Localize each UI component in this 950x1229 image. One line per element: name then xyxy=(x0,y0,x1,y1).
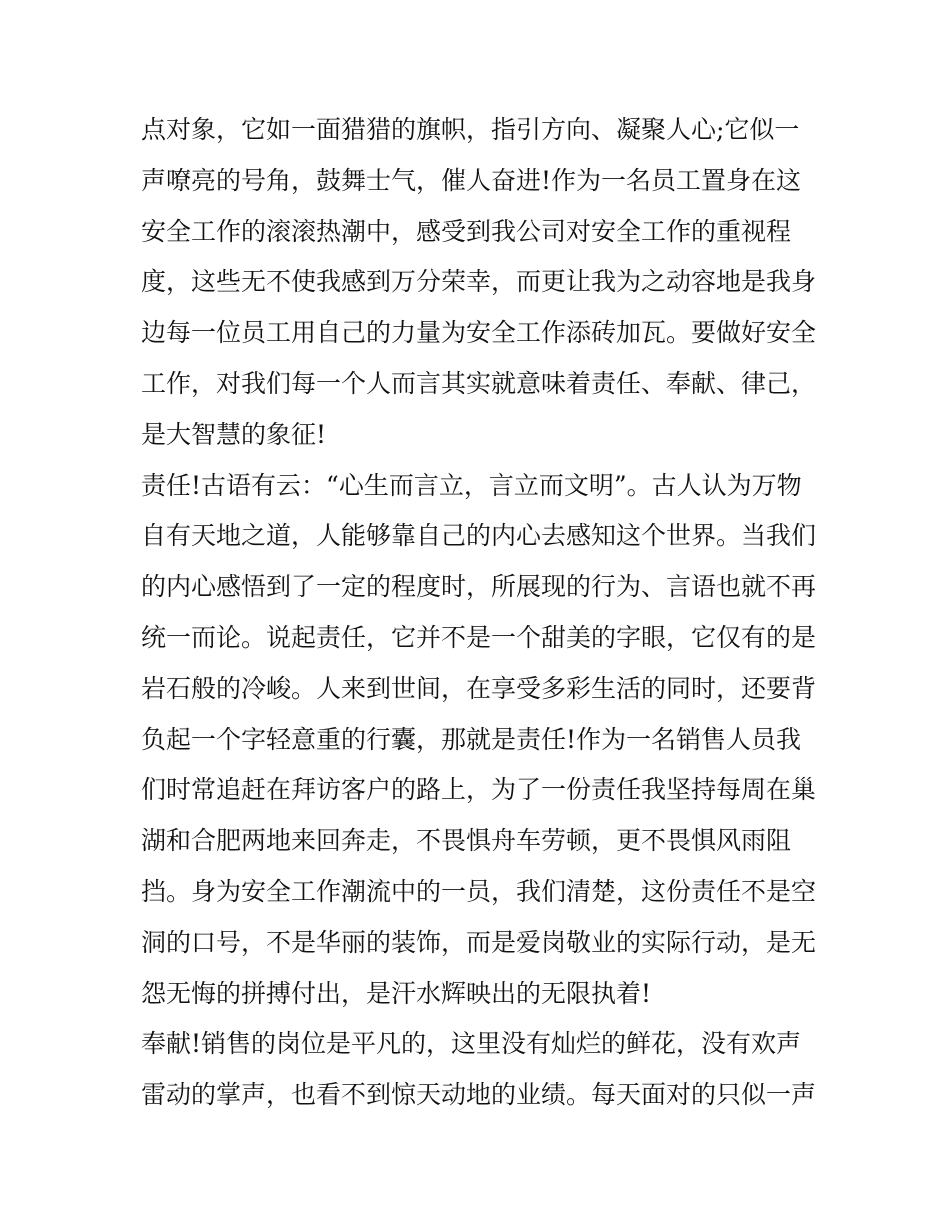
text-line: 挡。身为安全工作潮流中的一员，我们清楚，这份责任不是空 xyxy=(141,876,817,906)
text-line: 统一而论。说起责任，它并不是一个甜美的字眼，它仅有的是 xyxy=(141,622,817,652)
text-line: 是大智慧的象征! xyxy=(141,419,327,449)
text-line: 湖和合肥两地来回奔走，不畏惧舟车劳顿，更不畏惧风雨阻 xyxy=(141,826,792,856)
text-line: 声嘹亮的号角，鼓舞士气，催人奋进!作为一名员工置身在这 xyxy=(141,165,802,195)
text-line: 怨无悔的拼搏付出，是汗水辉映出的无限执着! xyxy=(141,978,652,1008)
text-line: 奉献!销售的岗位是平凡的，这里没有灿烂的鲜花，没有欢声 xyxy=(141,1029,802,1059)
text-line: 度，这些无不使我感到万分荣幸，而更让我为之动容地是我身 xyxy=(141,267,817,297)
text-line: 自有天地之道，人能够靠自己的内心去感知这个世界。当我们 xyxy=(141,521,817,551)
text-line: 岩石般的冷峻。人来到世间，在享受多彩生活的同时，还要背 xyxy=(141,673,817,703)
text-line: 的内心感悟到了一定的程度时，所展现的行为、言语也就不再 xyxy=(141,572,817,602)
text-line: 工作，对我们每一个人而言其实就意味着责任、奉献、律己， xyxy=(141,368,817,398)
text-line: 点对象，它如一面猎猎的旗帜，指引方向、凝聚人心;它似一 xyxy=(141,115,800,144)
body-text xyxy=(141,105,821,1121)
text-line: 们时常追赶在拜访客户的路上，为了一份责任我坚持每周在巢 xyxy=(141,775,817,805)
text-line: 洞的口号，不是华丽的装饰，而是爱岗敬业的实际行动，是无 xyxy=(141,927,817,957)
text-line: 边每一位员工用自己的力量为安全工作添砖加瓦。要做好安全 xyxy=(141,318,817,348)
text-line: 负起一个字轻意重的行囊，那就是责任!作为一名销售人员我 xyxy=(141,724,802,754)
text-line: 安全工作的滚滚热潮中，感受到我公司对安全工作的重视程 xyxy=(141,216,792,246)
text-line: 责任!古语有云：“心生而言立，言立而文明”。古人认为万物 xyxy=(141,470,802,500)
text-line: 雷动的掌声，也看不到惊天动地的业绩。每天面对的只似一声 xyxy=(141,1080,817,1110)
